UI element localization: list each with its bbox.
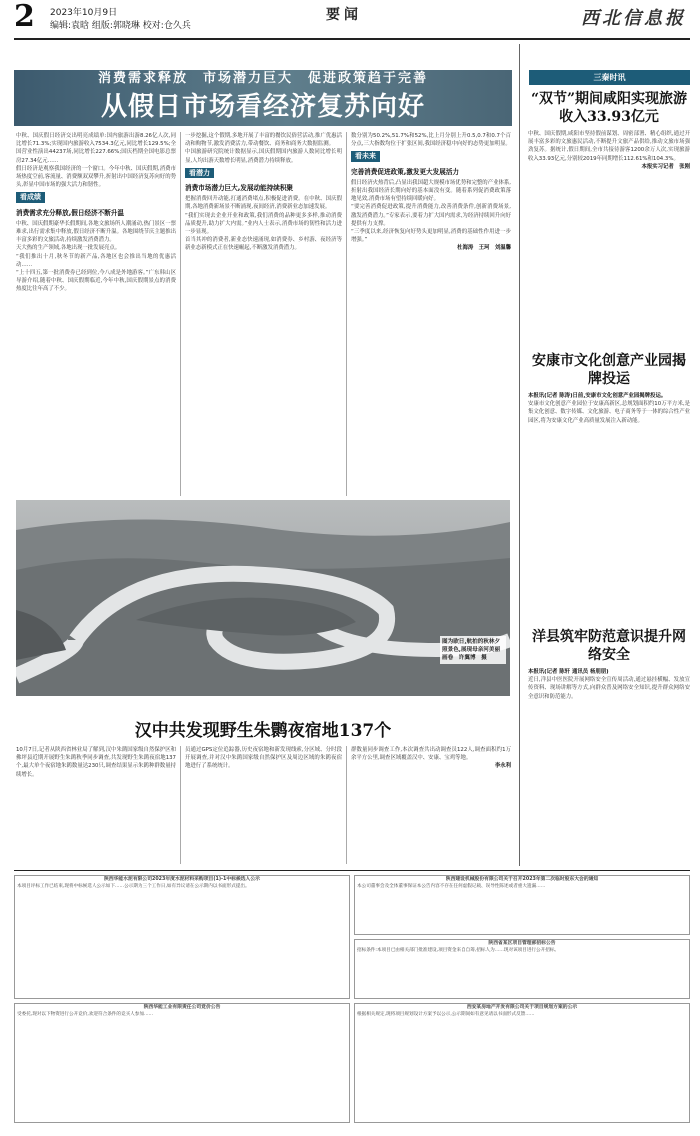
paragraph: 中国旅游研究院统计数据显示,国庆假期国内旅游人数同比增长明显,人均出游天数增长明显,消费潜力持续释放。 (185, 149, 342, 164)
sidebar-story2-title: 安康市文化创意产业园揭牌投运 (532, 353, 686, 387)
paragraph: 数分别为50.2%,51.7%和52%,比上月分别上升0.5,0.7和0.7个百分点,三大指数均位于扩张区间,我国经济稳中向好的态势更加明显。 (351, 133, 511, 148)
paragraph: 安康市文化创意产业园位于安康高新区,总规划面积约10万平方米,是集文化创意、数字传媒、文化旅游、电子商务等于一体的综合性产业园区,将为安康文化产业高质量发展注入新动能。 (528, 401, 690, 424)
notice-body: 受委托,现对以下物资进行公开竞价,欢迎符合条件的竞买人参加…… (17, 1012, 154, 1017)
column-rule (180, 132, 181, 496)
subhead-tag: 看未来 (351, 151, 380, 161)
paragraph: “我们推出十月,秋冬节的新产品,各地区也会推出当地的优惠活动…… (16, 253, 176, 268)
notice-title: 西安某房地产开发有限公司关于项目规划方案的公示 (466, 1005, 578, 1010)
notice-title: 陕西建设机械股份有限公司关于召开2023年第二次临时股东大会的通知 (445, 877, 599, 882)
masthead (14, 2, 690, 36)
lead-column-2 (185, 132, 342, 496)
subhead-tag: 看潜力 (185, 168, 214, 178)
river-landscape-image (16, 500, 510, 696)
sidebar-story1-body (528, 130, 690, 340)
masthead-rule (14, 38, 690, 40)
notice-body: 本公司董事会及全体董事保证本公告内容不存在任何虚假记载、误导性陈述或者重大遗漏…… (357, 884, 546, 889)
byline: 本报实习记者 张刚 (641, 163, 690, 170)
paragraph: 10月7日,记者从陕西省林业局了解到,汉中朱鹮国家级自然保护区和佛坪县近期开展野生朱鹮秋季同步调查,共发现野生朱鹮夜宿地137个,最大单个夜宿地朱鹮数量达230只,调查结果显示朱鹮种群数量持续增长。 (16, 747, 176, 778)
column-rule (346, 746, 347, 864)
section-name: 要闻 (326, 7, 362, 23)
byline: 杜海涛 王珂 刘温馨 (457, 245, 511, 252)
lead-column-1 (16, 132, 176, 496)
ibis-column-3 (351, 746, 511, 864)
paragraph: 中秋、国庆假日经济交出明亮成绩单:国内旅游出游8.26亿人次,同比增长71.3%;实现国内旅游收入7534.3亿元,同比增长129.5%;全国营业性演出44237场,同比增长227.66%;国庆档期全国电影总票房27.34亿元…… (16, 133, 176, 164)
subhead-tag: 看成绩 (16, 192, 45, 202)
subhead: 消费需求充分释放,假日经济不断升温 (16, 208, 125, 217)
notice-title: 陕西华能工业有限责任公司竞价公告 (143, 1005, 221, 1010)
issue-date: 2023年10月9日 (50, 8, 118, 18)
notice-3 (354, 939, 690, 999)
lead-column-3 (351, 132, 511, 496)
ibis-column-1 (16, 746, 176, 864)
paragraph: “要完善消费促进政策,提升消费能力,改善消费条件,创新消费场景,激发消费潜力。”专家表示,要着力扩大国内需求,为经济持续回升向好提供有力支撑。 (351, 204, 511, 227)
notice-body: 本项目评标工作已结束,现将中标候选人公示如下……公示期为三个工作日,如有异议请在公示期内以书面形式提出。 (17, 884, 250, 889)
photo-caption: 图为欧日,航拍的秋林夕照景色,展现母亲河美丽画卷 许翼博 摄 (440, 636, 506, 664)
subhead: 完善消费促进政策,激发更大发展活力 (351, 167, 460, 176)
sidebar-story3-title: 洋县筑牢防范意识提升网络安全 (532, 629, 686, 663)
paragraph: 中秋、国庆假期,咸阳市坚持假前谋划、周密部署、精心组织,通过开展丰富多彩的文旅惠民活动,不断提升文旅产品供给,推动文旅市场强劲复苏。据统计,假日期间,全市共接待游客1200余万人次,实现旅游收入33.93亿元,分别较2019年同期增长112.61%和104.3%。 (528, 131, 690, 162)
notice-1 (14, 875, 350, 999)
paragraph: 员通过GPS定位追踪器,历史夜宿地和新发现线索,分区域、分时段开展调查,并对汉中朱鹮国家级自然保护区及周边区域的朱鹮夜宿地进行了系统统计。 (185, 747, 342, 770)
notice-title: 陕西华能水泥有限公司2023年度水泥材料采购项目(1)-1中标候选人公示 (104, 877, 260, 882)
page-number: 2 (14, 0, 35, 34)
notice-5 (354, 1003, 690, 1123)
notices-section (14, 870, 690, 1126)
paper-logo: 西北信息报 (581, 8, 686, 29)
notice-body: 招标条件:本项目已由相关部门批准建设,项目资金来自自筹,招标人为……现对该项目进行公开招标。 (357, 948, 560, 953)
paragraph: “三季度以来,经济恢复向好势头更加明显,消费的基础性作用进一步增强。” (351, 229, 511, 244)
paragraph: 首当其冲的消费者,新业态快速涌现,如消费券、乡村游、夜经济等新业态新模式正在快速崛起,不断激发消费潜力。 (185, 237, 342, 252)
river-landscape-photo (16, 500, 510, 696)
paragraph: 群数量同步调查工作,本次调查共出动调查员122人,调查面积约1万余平方公里,调查区域覆盖汉中、安康、宝鸡等地。 (351, 747, 511, 762)
paragraph: 把握消费回升动能,打通消费堵点,积极促进消费。在中秋、国庆假期,各地消费新场景不断涌现,夜间经济,消费新业态加速发展。 (185, 196, 342, 211)
sidebar-rule (519, 44, 520, 866)
editors-line: 编辑:袁晗 组版:郭晓琳 校对:仓久兵 (50, 21, 191, 31)
notice-body: 根据相关规定,现将项目规划设计方案予以公示,公示期间如有意见请以书面形式反馈…… (357, 1012, 535, 1017)
sidebar-story3-body (528, 668, 690, 864)
paragraph: 一步挖掘,这个假期,多地开展了丰富的餐饮民俗营活动,推广优惠活动和购物节,激发消费活力,带动餐饮、商务和商务大数据监测。 (185, 133, 342, 148)
lead-headline: 从假日市场看经济复苏向好 (100, 92, 425, 122)
paragraph: 中秋、国庆假期豪华长假期间,各地文旅场所人潮涌动,热门景区一票难求,出行需求集中释放,假日经济不断升温。各地围绕节庆主题推出丰富多彩的文旅活动,持续激发消费潜力。 (16, 220, 176, 244)
column-rule (180, 746, 181, 864)
paragraph: 天大热的生产领域,各地出现一批发展亮点。 (16, 245, 121, 252)
paragraph: “上十四五,第一批消费券已经到位,今八成是外地游客。”广东韩山区导游介绍,随着中秋、国庆假期临近,今年中秋,国庆假期景点的消费热度比往年高了不少。 (16, 270, 176, 293)
sidebar-story1-title: “双节”期间咸阳实现旅游收入33.93亿元 (530, 91, 688, 125)
sidebar-tag: 三秦时讯 (529, 70, 690, 85)
sidebar-story2-body (528, 392, 690, 620)
paragraph: 本报讯(记者 陈涛)日前,安康市文化创意产业园揭牌投运。 (528, 393, 667, 399)
notice-2 (354, 875, 690, 935)
subhead: 消费市场潜力巨大,发展动能持续积聚 (185, 184, 294, 193)
paragraph: 假日经济火热背后,凸显出我国超大规模市场优势和完整的产业体系,折射出我国经济长期向好的基本面没有变。随着系列促消费政策落地见效,消费市场有望持续回暖向好。 (351, 179, 511, 203)
paragraph: 近日,洋县中医医院开展网络安全宣传周活动,通过悬挂横幅、发放宣传资料、现场讲解等方式,向群众普及网络安全知识,提升群众网络安全意识和防范能力。 (528, 677, 690, 700)
byline: 李永利 (494, 763, 511, 770)
paragraph: 本报讯(记者 陈轩 通讯员 杨朋朋) (528, 669, 609, 675)
paragraph: “我们实现去企业开业和政策,我们消费的品种更多多样,推动消费品质提升,助力扩大内需。”业内人士表示,消费市场的韧性和活力进一步显现。 (185, 212, 342, 236)
notice-4 (14, 1003, 350, 1123)
ibis-headline: 汉中共发现野生朱鹮夜宿地137个 (134, 721, 392, 741)
column-rule (346, 132, 347, 496)
ibis-column-2 (185, 746, 342, 864)
notice-title: 陕西省某区项目管理部招标公告 (488, 941, 556, 946)
paragraph: 假日经济是观察我国经济的一个窗口。今年中秋、国庆假期,消费市场热度空前,客流量、消费额双双攀升,折射出中国经济复苏向好的势头,彰显中国市场的强大活力和韧性。 (16, 165, 176, 189)
lead-kicker: 消费需求释放 市场潜力巨大 促进政策趋于完善 (97, 71, 428, 86)
